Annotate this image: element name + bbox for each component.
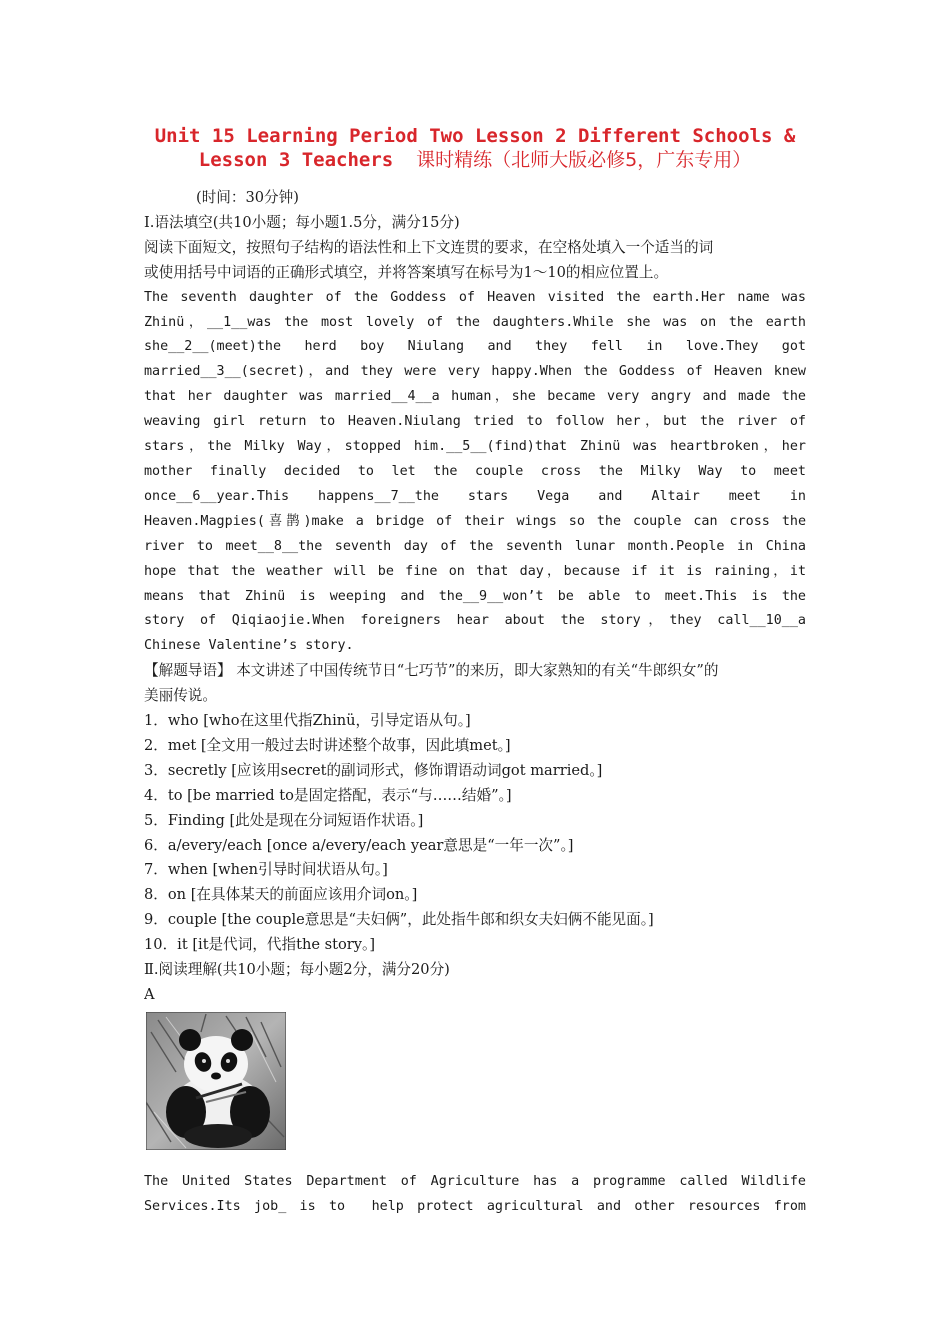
passage-line: Services.Its job_ is to help protect agricultural and other resources from xyxy=(144,1198,806,1214)
answer-item: 9．couple [the couple意思是“夫妇俩”，此处指牛郎和织女夫妇俩不能见面。] xyxy=(144,911,654,929)
panda-photo xyxy=(146,1012,286,1150)
passage-line: hope that the weather will be fine on that day，because if it is raining，it xyxy=(144,563,806,579)
guide-line-2: 美丽传说。 xyxy=(144,687,217,705)
answer-item: 1．who [who在这里代指Zhinü，引导定语从句。] xyxy=(144,712,471,730)
section1-instruction-1: 阅读下面短文，按照句子结构的语法性和上下文连贯的要求，在空格处填入一个适当的词 xyxy=(144,238,714,256)
passage-line: once__6__year.This happens__7__the stars Vega and Altair meet in xyxy=(144,488,806,504)
title-line-2 xyxy=(144,148,806,172)
passage-line: weaving girl return to Heaven.Niulang tried to follow her，but the river of xyxy=(144,414,806,430)
section1-passage xyxy=(144,286,806,660)
answer-item: 2．met [全文用一般过去时讲述整个故事，因此填met。] xyxy=(144,736,511,754)
answer-list xyxy=(144,709,806,958)
passage-line: river to meet__8__the seventh day of the seventh lunar month.People in China xyxy=(144,538,806,554)
section2-passage xyxy=(144,1170,806,1220)
answer-item: 4．to [be married to是固定搭配，表示“与……结婚”。] xyxy=(144,786,512,804)
title-line-2-en: Lesson 3 Teachers xyxy=(198,149,417,171)
answer-item: 3．secretly [应该用secret的副词形式，修饰谓语动词got married。] xyxy=(144,761,603,779)
passage-line: that her daughter was married__4__a human，she became very angry and made the xyxy=(144,389,806,405)
section2-heading: Ⅱ.阅读理解(共10小题；每小题2分，满分20分) xyxy=(144,961,450,979)
passage-line: Chinese Valentine’s story. xyxy=(144,638,354,654)
passage-line: she__2__(meet)the herd boy Niulang and they fell in love.They got xyxy=(144,339,806,355)
passage-line: Heaven.Magpies(喜鹊)make a bridge of their wings so the couple can cross the xyxy=(144,513,806,529)
document-title xyxy=(144,124,806,172)
answer-item: 5．Finding [此处是现在分词短语作状语。] xyxy=(144,811,424,829)
guide-line-1: 【解题导语】 本文讲述了中国传统节日“七巧节”的来历，即大家熟知的有关“牛郎织女”的 xyxy=(144,662,719,680)
document-page xyxy=(144,124,806,1220)
section2-part-label: A xyxy=(144,986,155,1003)
passage-line: The seventh daughter of the Goddess of Heaven visited the earth.Her name was xyxy=(144,289,806,305)
passage-line: married__3__(secret)，and they were very happy.When the Goddess of Heaven knew xyxy=(144,364,806,380)
passage-line: means that Zhinü is weeping and the__9__won’t be able to meet.This is the xyxy=(144,588,806,604)
answer-item: 8．on [在具体某天的前面应该用介词on。] xyxy=(144,886,418,904)
passage-line: The United States Department of Agriculture has a programme called Wildlife xyxy=(144,1173,806,1189)
time-limit: (时间：30分钟) xyxy=(196,189,299,206)
passage-line: mother finally decided to let the couple cross the Milky Way to meet xyxy=(144,463,806,479)
title-line-1: Unit 15 Learning Period Two Lesson 2 Different Schools & xyxy=(154,125,796,147)
title-line-2-cn: 课时精练（北师大版必修5，广东专用） xyxy=(416,149,752,171)
passage-line: story of Qiqiaojie.When foreigners hear about the story，they call__10__a xyxy=(144,613,806,629)
answer-item: 10．it [it是代词，代指the story。] xyxy=(144,936,376,954)
answer-item: 6．a/every/each [once a/every/each year意思是“一年一次”。] xyxy=(144,836,574,854)
passage-line: Zhinü，__1__was the most lovely of the daughters.While she was on the earth xyxy=(144,314,806,330)
section1-instruction-2: 或使用括号中词语的正确形式填空，并将答案填写在标号为1～10的相应位置上。 xyxy=(144,263,669,281)
section1-heading: Ⅰ.语法填空(共10小题；每小题1.5分，满分15分) xyxy=(144,213,460,231)
passage-line: stars，the Milky Way，stopped him.__5__(find)that Zhinü was heartbroken，her xyxy=(144,439,806,455)
answer-item: 7．when [when引导时间状语从句。] xyxy=(144,861,388,879)
